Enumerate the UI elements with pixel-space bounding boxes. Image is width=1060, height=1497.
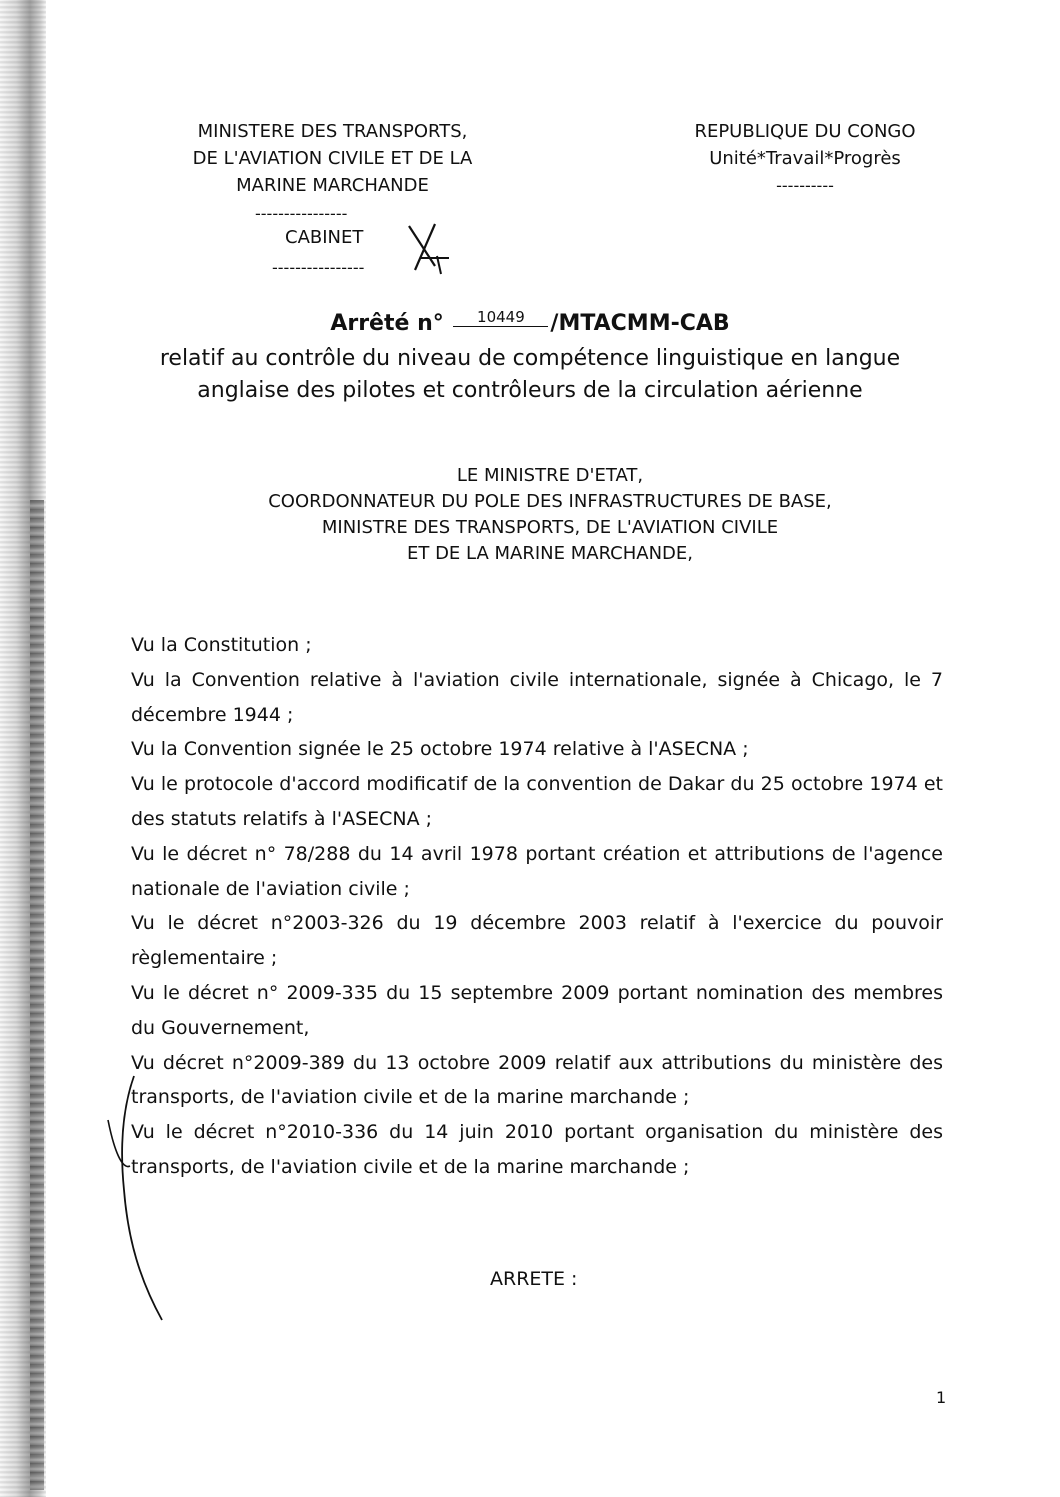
visa-item: Vu décret n°2009-389 du 13 octobre 2009 relatif aux attributions du ministère des transports, de l'aviation civile et de la marine marchande ; [131, 1051, 943, 1109]
country-separator: ---------- [776, 176, 834, 195]
visas-list [131, 628, 943, 1185]
ministry-line-1: MINISTERE DES TRANSPORTS, [197, 121, 468, 142]
visa-item: Vu le décret n° 2009-335 du 15 septembre 2009 portant nomination des membres du Gouvernement, [131, 981, 943, 1039]
decree-subject [140, 343, 920, 407]
authority-line-4: ET DE LA MARINE MARCHANDE, [406, 543, 694, 564]
visa-item: Vu le décret n°2003-326 du 19 décembre 2003 relatif à l'exercice du pouvoir règlementaire ; [131, 912, 943, 970]
cabinet-label: CABINET [285, 227, 364, 248]
separator-bottom: ---------------- [272, 258, 365, 277]
national-motto: Unité*Travail*Progrès [709, 148, 901, 169]
separator-top: ---------------- [255, 204, 348, 223]
country-name: REPUBLIQUE DU CONGO [694, 121, 916, 142]
visa-item: Vu la Constitution ; [131, 634, 312, 656]
country-header [660, 118, 950, 199]
ministry-line-3: MARINE MARCHANDE [236, 175, 429, 196]
decree-prefix: Arrêté n° [330, 311, 444, 336]
ministry-line-2: DE L'AVIATION CIVILE ET DE LA [192, 148, 473, 169]
decree-suffix: /MTACMM-CAB [550, 311, 730, 336]
issuing-authority [180, 463, 920, 567]
page-number: 1 [936, 1388, 947, 1407]
scan-edge-dark-band [30, 500, 44, 1490]
handwritten-initial-mark [395, 218, 455, 276]
decree-title [0, 308, 1060, 336]
visa-item: Vu le décret n° 78/288 du 14 avril 1978 portant création et attributions de l'agence nationale de l'aviation civile ; [131, 842, 943, 900]
visa-item: Vu la Convention signée le 25 octobre 1974 relative à l'ASECNA ; [131, 738, 749, 761]
authority-line-1: LE MINISTRE D'ETAT, [456, 465, 644, 486]
subject-line-2: anglaise des pilotes et contrôleurs de la circulation aérienne [197, 378, 863, 403]
visa-item: Vu le protocole d'accord modificatif de la convention de Dakar du 25 octobre 1974 et des statuts relatifs à l'ASECNA ; [131, 773, 943, 830]
visa-item: Vu la Convention relative à l'aviation civile internationale, signée à Chicago, le 7 décembre 1944 ; [131, 668, 943, 726]
authority-line-2: COORDONNATEUR DU POLE DES INFRASTRUCTURES DE BASE, [268, 491, 832, 512]
authority-line-3: MINISTRE DES TRANSPORTS, DE L'AVIATION CIVILE [321, 517, 779, 538]
handwritten-margin-stroke [100, 1070, 170, 1330]
decision-heading: ARRETE : [490, 1268, 578, 1290]
subject-line-1: relatif au contrôle du niveau de compétence linguistique en langue [159, 346, 901, 371]
ministry-header [150, 118, 515, 199]
visa-item: Vu le décret n°2010-336 du 14 juin 2010 portant organisation du ministère des transports, de l'aviation civile et de la marine marchande ; [131, 1121, 943, 1178]
decree-number: 10449 [453, 308, 548, 327]
